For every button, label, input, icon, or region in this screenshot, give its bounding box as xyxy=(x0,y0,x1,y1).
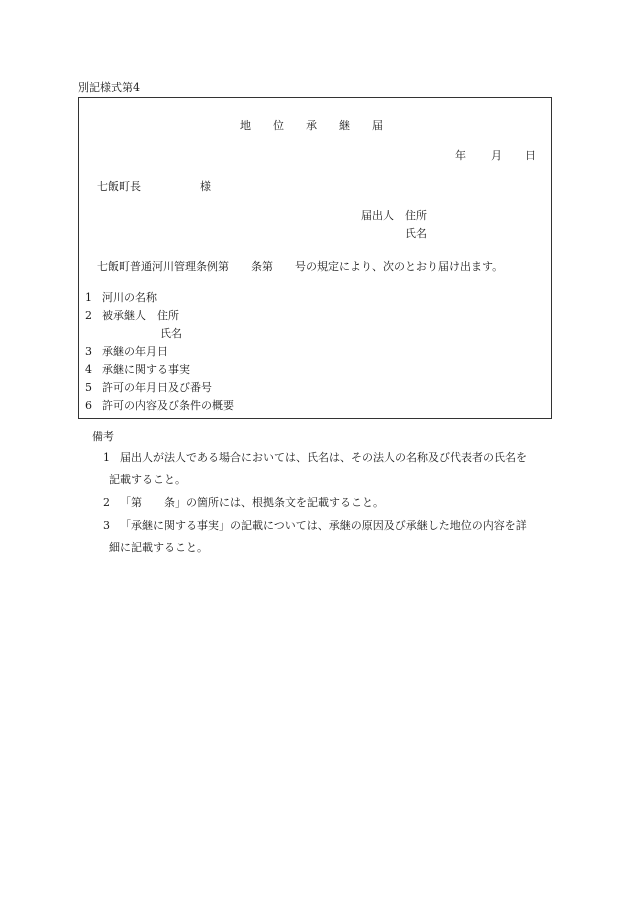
statement: 七飯町普通河川管理条例第 条第 号の規定により、次のとおり届け出ます。 xyxy=(97,260,504,273)
note-1-num: 1 xyxy=(103,451,110,464)
item-5-text: 許可の年月日及び番号 xyxy=(102,381,212,394)
applicant-address-label: 住所 xyxy=(405,209,427,222)
form-title: 地 位 承 継 届 xyxy=(240,119,383,132)
item-2-num: 2 xyxy=(85,309,92,322)
date-year-label: 年 xyxy=(455,149,466,162)
date-month-label: 月 xyxy=(491,149,502,162)
notes-heading: 備考 xyxy=(92,430,114,443)
note-1-line1: 届出人が法人である場合においては、氏名は、その法人の名称及び代表者の氏名を xyxy=(120,451,527,464)
item-6-num: 6 xyxy=(85,399,92,412)
addressee-honorific: 様 xyxy=(200,180,211,193)
item-3-num: 3 xyxy=(85,345,92,358)
item-1-text: 河川の名称 xyxy=(102,291,157,304)
note-1-line2: 記載すること。 xyxy=(109,473,186,486)
form-label: 別記様式第4 xyxy=(78,81,140,94)
applicant-label: 届出人 xyxy=(361,209,394,222)
note-3-num: 3 xyxy=(103,519,110,532)
date-day-label: 日 xyxy=(525,149,536,162)
item-4-text: 承継に関する事実 xyxy=(102,363,190,376)
item-4-num: 4 xyxy=(85,363,92,376)
item-6-text: 許可の内容及び条件の概要 xyxy=(102,399,234,412)
note-3-line1: 「承継に関する事実」の記載については、承継の原因及び承継した地位の内容を詳 xyxy=(120,519,527,532)
applicant-name-label: 氏名 xyxy=(405,227,427,240)
item-1-num: 1 xyxy=(85,291,92,304)
note-2-line1: 「第 条」の箇所には、根拠条文を記載すること。 xyxy=(120,496,384,509)
item-2-text: 被承継人 住所 xyxy=(102,309,179,322)
note-2-num: 2 xyxy=(103,496,110,509)
item-3-text: 承継の年月日 xyxy=(102,345,168,358)
item-2-name-label: 氏名 xyxy=(160,327,182,340)
addressee-name: 七飯町長 xyxy=(97,180,141,193)
note-3-line2: 細に記載すること。 xyxy=(109,541,208,554)
item-5-num: 5 xyxy=(85,381,92,394)
